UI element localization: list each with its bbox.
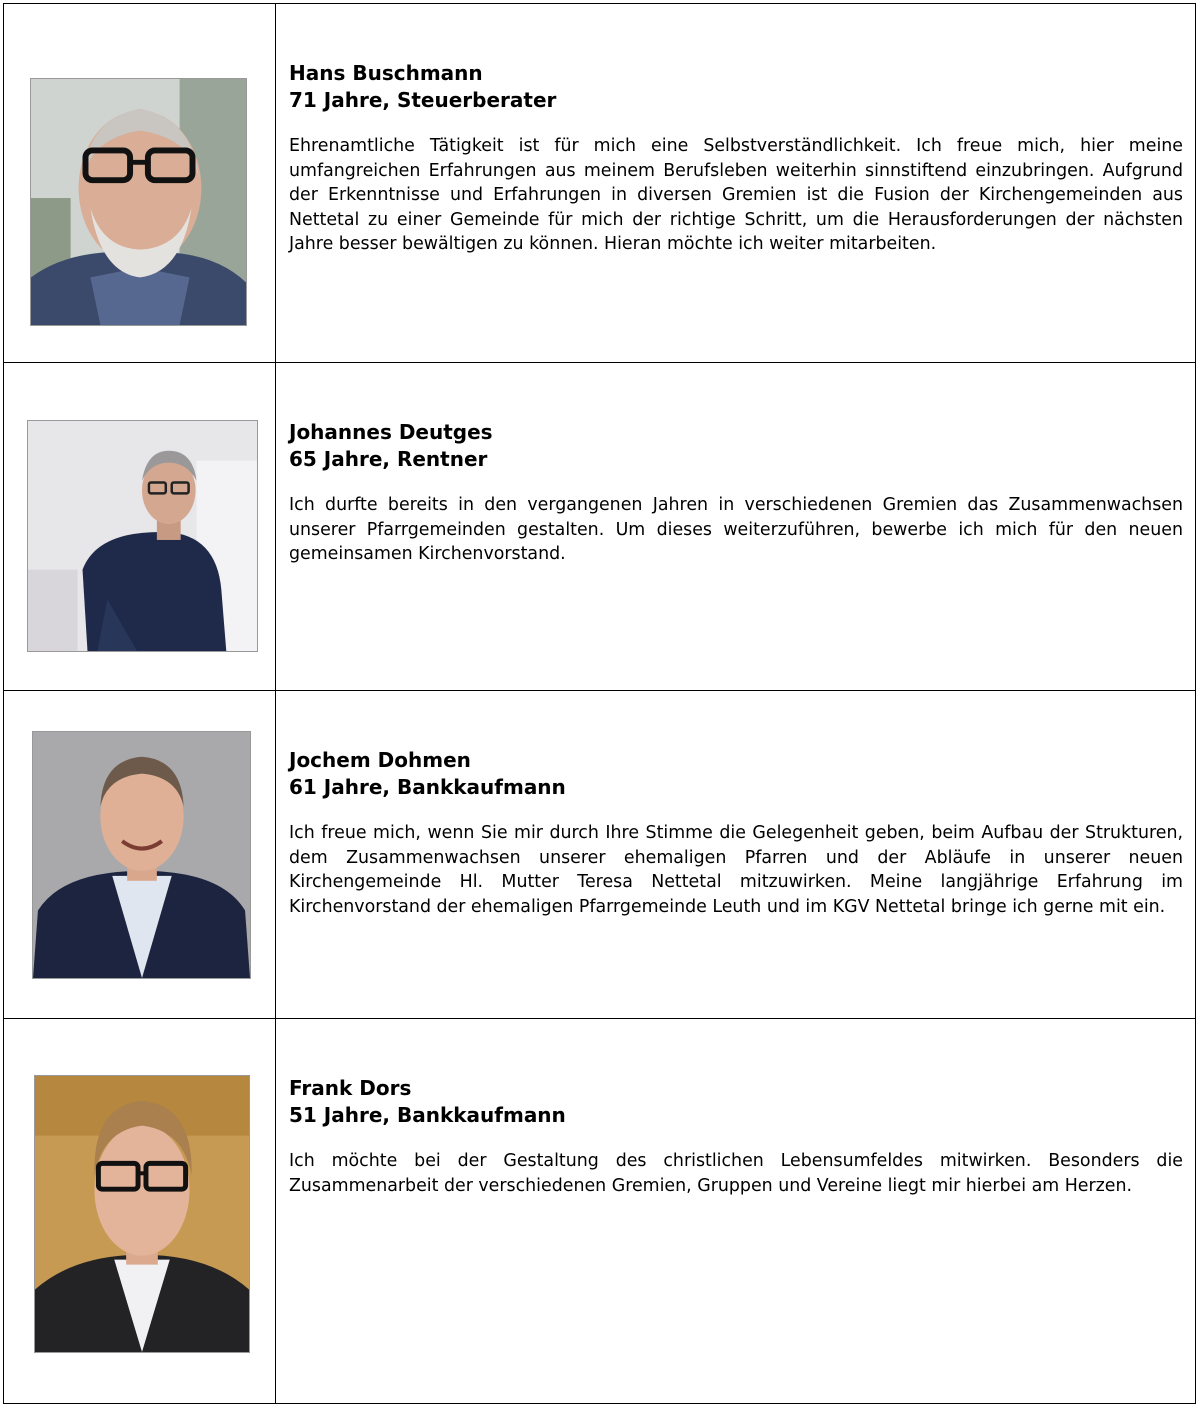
candidate-name: Hans Buschmann [289,61,483,85]
photo-cell [4,691,276,1018]
candidate-row [4,690,1195,1018]
candidate-row [4,362,1195,690]
candidate-photo [32,731,251,979]
photo-cell [4,4,276,362]
candidate-bio: Ich möchte bei der Gestaltung des christlichen Lebensumfeldes mitwirken. Besonders die Zusammenarbeit der verschiedenen Gremien, Gruppen und Vereine liegt mir hierbei am Herzen. [289,1151,1183,1196]
candidate-role: 71 Jahre, Steuerberater [289,88,557,112]
candidate-bio: Ich freue mich, wenn Sie mir durch Ihre Stimme die Gelegenheit geben, beim Aufbau der Strukturen, dem Zusammenwachsen unserer ehemaligen Pfarren und der Abläufe in unserer neuen Kirchengemeinde Hl. Mutter Teresa Nettetal mitzuwirken. Meine langjährige Erfahrung im Kirchenvorstand der ehemaligen Pfarrgemeinde Leuth und im KGV Nettetal bringe ich gerne mit ein. [289,823,1183,917]
info-cell [277,363,1195,690]
info-cell [277,1019,1195,1403]
candidate-role: 61 Jahre, Bankkaufmann [289,775,566,799]
candidate-role: 51 Jahre, Bankkaufmann [289,1103,566,1127]
photo-cell [4,1019,276,1403]
candidate-row [4,1018,1195,1403]
info-cell [277,4,1195,362]
candidate-photo [34,1075,250,1353]
candidate-name: Jochem Dohmen [289,748,471,772]
candidate-bio: Ich durfte bereits in den vergangenen Jahren in verschiedenen Gremien das Zusammenwachsen unserer Pfarrgemeinden gestalten. Um dieses weiterzuführen, bewerbe ich mich für den neuen gemeinsamen Kirchenvorstand. [289,495,1183,564]
candidate-row [4,4,1195,362]
candidate-table [3,3,1196,1404]
candidate-name: Frank Dors [289,1076,412,1100]
photo-cell [4,363,276,690]
candidate-photo [30,78,247,326]
candidate-bio: Ehrenamtliche Tätigkeit ist für mich eine Selbstverständlichkeit. Ich freue mich, hier meine umfangreichen Erfahrungen aus meinem Berufsleben weiterhin sinnstiftend einzubringen. Aufgrund der Erkenntnisse und Erfahrungen in diversen Gremien ist die Fusion der Kirchengemeinden aus Nettetal zu einer Gemeinde für mich der richtige Schritt, um die Herausforderungen der nächsten Jahre besser bewältigen zu können. Hieran möchte ich weiter mitarbeiten. [289,136,1183,254]
info-cell [277,691,1195,1018]
candidate-photo [27,420,258,652]
candidate-name: Johannes Deutges [289,420,493,444]
candidate-role: 65 Jahre, Rentner [289,447,488,471]
